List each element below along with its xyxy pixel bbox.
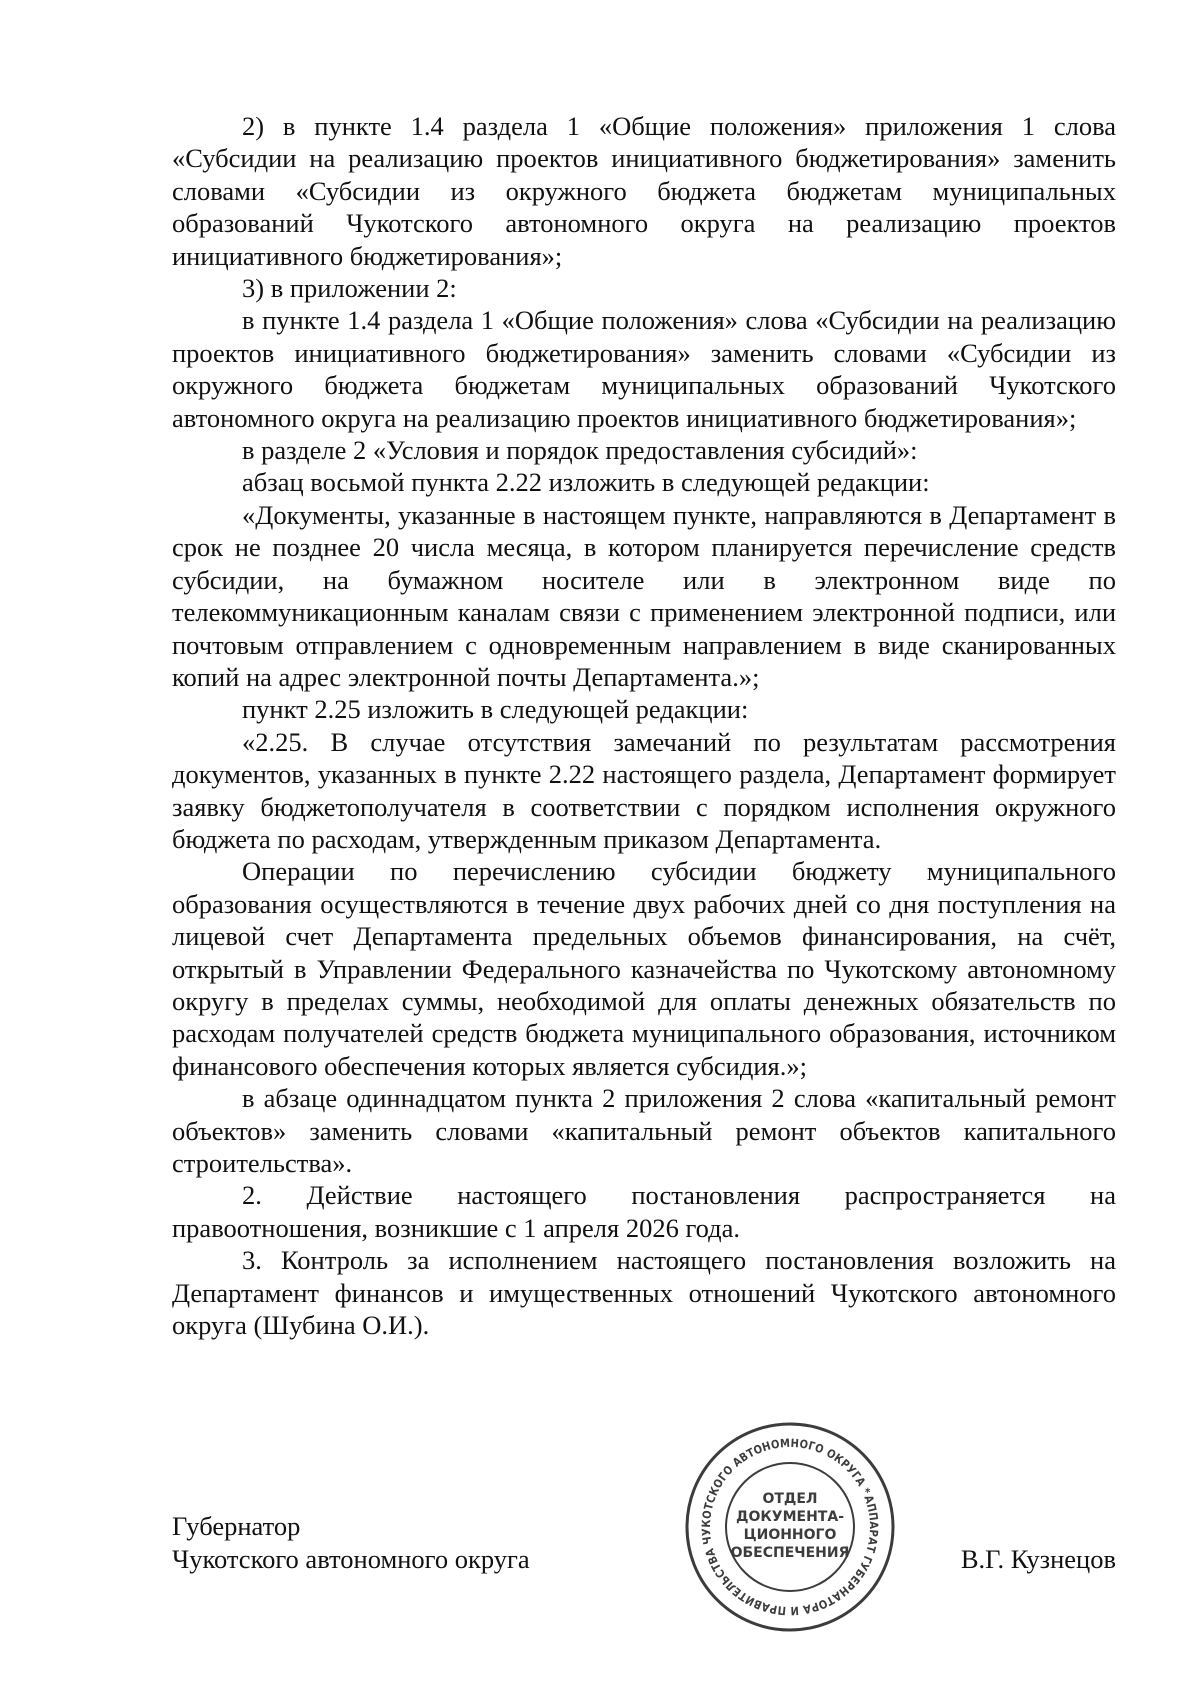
document-body	[172, 110, 1116, 1341]
signatory-region: Чукотского автономного округа	[172, 1544, 530, 1574]
paragraph-item-2: 2) в пункте 1.4 раздела 1 «Общие положения» приложения 1 слова «Субсидии на реализацию проектов инициативного бюджетирования» заменить словами «Субсидии из окружного бюджета бюджетам муниципальных образований Чукотского автономного округа на реализацию проектов инициативного бюджетирования»;	[172, 111, 1116, 271]
paragraph-section-2: в разделе 2 «Условия и порядок предоставления субсидий»:	[242, 435, 918, 466]
svg-text:ОТДЕЛ: ОТДЕЛ	[762, 1491, 818, 1507]
paragraph-item-3: 3) в приложении 2:	[242, 273, 457, 304]
paragraph-eleventh-abzac: в абзаце одиннадцатом пункта 2 приложения 2 слова «капитальный ремонт объектов» заменить словами «капитальный ремонт объектов капитального строительства».	[172, 1083, 1116, 1178]
stamp-ring-text: АППАРАТ ГУБЕРНАТОРА И ПРАВИТЕЛЬСТВА ЧУКОТСКОГО АВТОНОМНОГО ОКРУГА *	[698, 1435, 882, 1619]
svg-text:ОБЕСПЕЧЕНИЯ: ОБЕСПЕЧЕНИЯ	[730, 1545, 850, 1561]
stamp-center-text	[731, 1491, 850, 1561]
paragraph-p222-intro: абзац восьмой пункта 2.22 изложить в следующей редакции:	[242, 467, 930, 498]
signatory-title: Губернатор	[172, 1511, 301, 1541]
svg-text:ЦИОННОГО: ЦИОННОГО	[743, 1527, 837, 1543]
signature-block	[172, 1510, 1116, 1590]
official-stamp-icon	[683, 1420, 897, 1634]
paragraph-point-3: 3. Контроль за исполнением настоящего постановления возложить на Департамент финансов и имущественных отношений Чукотского автономного округа (Шубина О.И.).	[172, 1245, 1116, 1341]
paragraph-operations: Операции по перечислению субсидии бюджету муниципального образования осуществляются в течение двух рабочих дней со дня поступления на лицевой счет Департамента предельных объемов финансирования, на счёт, открытый в Управлении Федерального казначейства по Чукотскому автономному округу в пределах суммы, необходимой для оплаты денежных обязательств по расходам получателей средств бюджета муниципального образования, источником финансового обеспечения которых является субсидия.»;	[172, 856, 1116, 1081]
paragraph-p225-text: «2.25. В случае отсутствия замечаний по результатам рассмотрения документов, указанных в пункте 2.22 настоящего раздела, Департамент формирует заявку бюджетополучателя в соответствии с порядком исполнения окружного бюджета по расходам, утвержденным приказом Департамента.	[172, 726, 1116, 854]
paragraph-p14-appendix-2: в пункте 1.4 раздела 1 «Общие положения» слова «Субсидии на реализацию проектов инициативного бюджетирования» заменить словами «Субсидии из окружного бюджета бюджетам муниципальных образований Чукотского автономного округа на реализацию проектов инициативного бюджетирования»;	[172, 305, 1116, 433]
paragraph-point-2: 2. Действие настоящего постановления распространяется на правоотношения, возникшие с 1 апреля 2026 года.	[172, 1180, 1116, 1243]
paragraph-p222-text: «Документы, указанные в настоящем пункте, направляются в Департамент в срок не позднее 20 числа месяца, в котором планируется перечисление средств субсидии, на бумажном носителе или в электронном виде по телекоммуникационным каналам связи с применением электронной подписи, или почтовым отправлением с одновременным направлением в виде сканированных копий на адрес электронной почты Департамента.»;	[172, 499, 1116, 692]
paragraph-p225-intro: пункт 2.25 изложить в следующей редакции:	[242, 694, 749, 725]
signatory-name: В.Г. Кузнецов	[960, 1544, 1116, 1574]
svg-text:ДОКУМЕНТА-: ДОКУМЕНТА-	[735, 1509, 845, 1525]
signatory-position	[172, 1510, 530, 1576]
